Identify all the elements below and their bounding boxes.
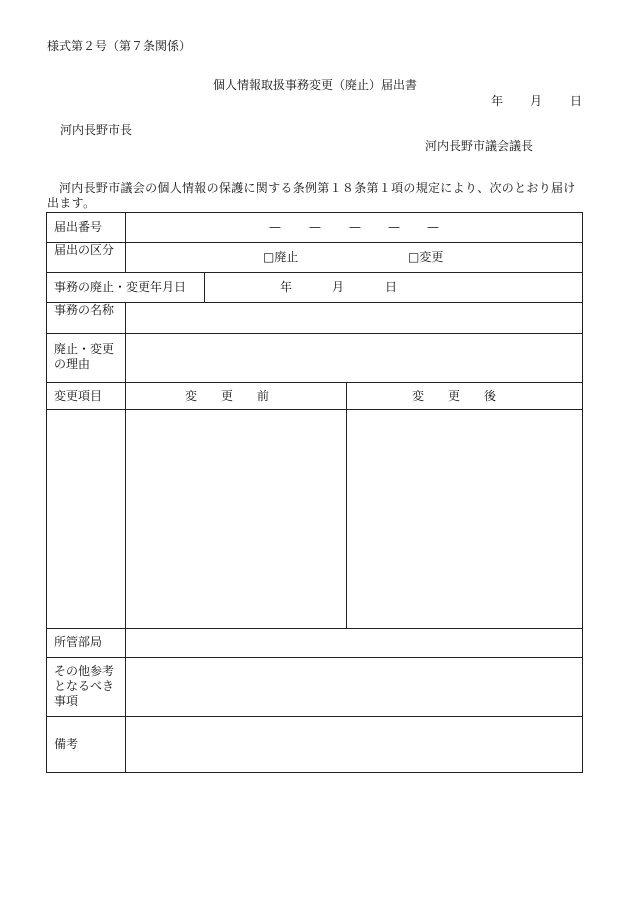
header-date <box>0 93 630 109</box>
date-label-divider <box>204 272 205 302</box>
row-divider <box>47 333 582 334</box>
row-divider <box>47 716 582 717</box>
document-title: 個人情報取扱事務変更（廃止）届出書 <box>212 78 417 92</box>
number-dash: — <box>309 220 321 234</box>
task-name-label: 事務の名称 <box>54 303 115 317</box>
label-column-divider <box>125 213 126 272</box>
category-label: 届出の区分 <box>54 243 115 257</box>
abolition-checkbox[interactable]: □廃止 <box>263 250 299 264</box>
row-divider <box>47 302 582 303</box>
date-year: 年 <box>491 94 504 108</box>
row-divider <box>47 628 582 629</box>
number-dash: — <box>349 220 361 234</box>
change-item-label: 変更項目 <box>54 389 103 403</box>
statement: 河内長野市議会の個人情報の保護に関する条例第１８条第１項の規定により、次のとおり届け出ます。 <box>47 181 576 210</box>
department-label: 所管部局 <box>54 635 103 649</box>
number-dash: — <box>269 220 281 234</box>
number-dash: — <box>427 220 439 234</box>
sender: 河内長野市議会議長 <box>425 139 534 153</box>
label-column-divider <box>125 302 126 772</box>
date-month: 月 <box>530 94 543 108</box>
row-divider <box>47 272 582 273</box>
reason-label: 廃止・変更の理由 <box>54 342 115 371</box>
date-row-year: 年 <box>280 280 293 294</box>
date-day: 日 <box>570 94 583 108</box>
row-divider <box>47 657 582 658</box>
notification-form-table <box>46 212 583 773</box>
form-number: 様式第２号（第７条関係） <box>47 39 192 53</box>
remarks-label: 備考 <box>54 737 79 751</box>
date-row-month: 月 <box>332 280 345 294</box>
after-column-header: 変 更 後 <box>412 389 497 403</box>
before-column-header: 変 更 前 <box>185 389 270 403</box>
row-divider <box>47 242 582 243</box>
row-divider <box>47 409 582 410</box>
addressee: 河内長野市長 <box>60 123 133 137</box>
other-matters-label: その他参考となるべき事項 <box>54 664 115 708</box>
row-divider <box>47 382 582 383</box>
date-row-label: 事務の廃止・変更年月日 <box>54 280 187 294</box>
change-checkbox[interactable]: □変更 <box>408 250 444 264</box>
number-dash: — <box>388 220 400 234</box>
before-after-divider <box>346 382 347 628</box>
notification-number-label: 届出番号 <box>54 220 103 234</box>
date-row-day: 日 <box>385 280 398 294</box>
